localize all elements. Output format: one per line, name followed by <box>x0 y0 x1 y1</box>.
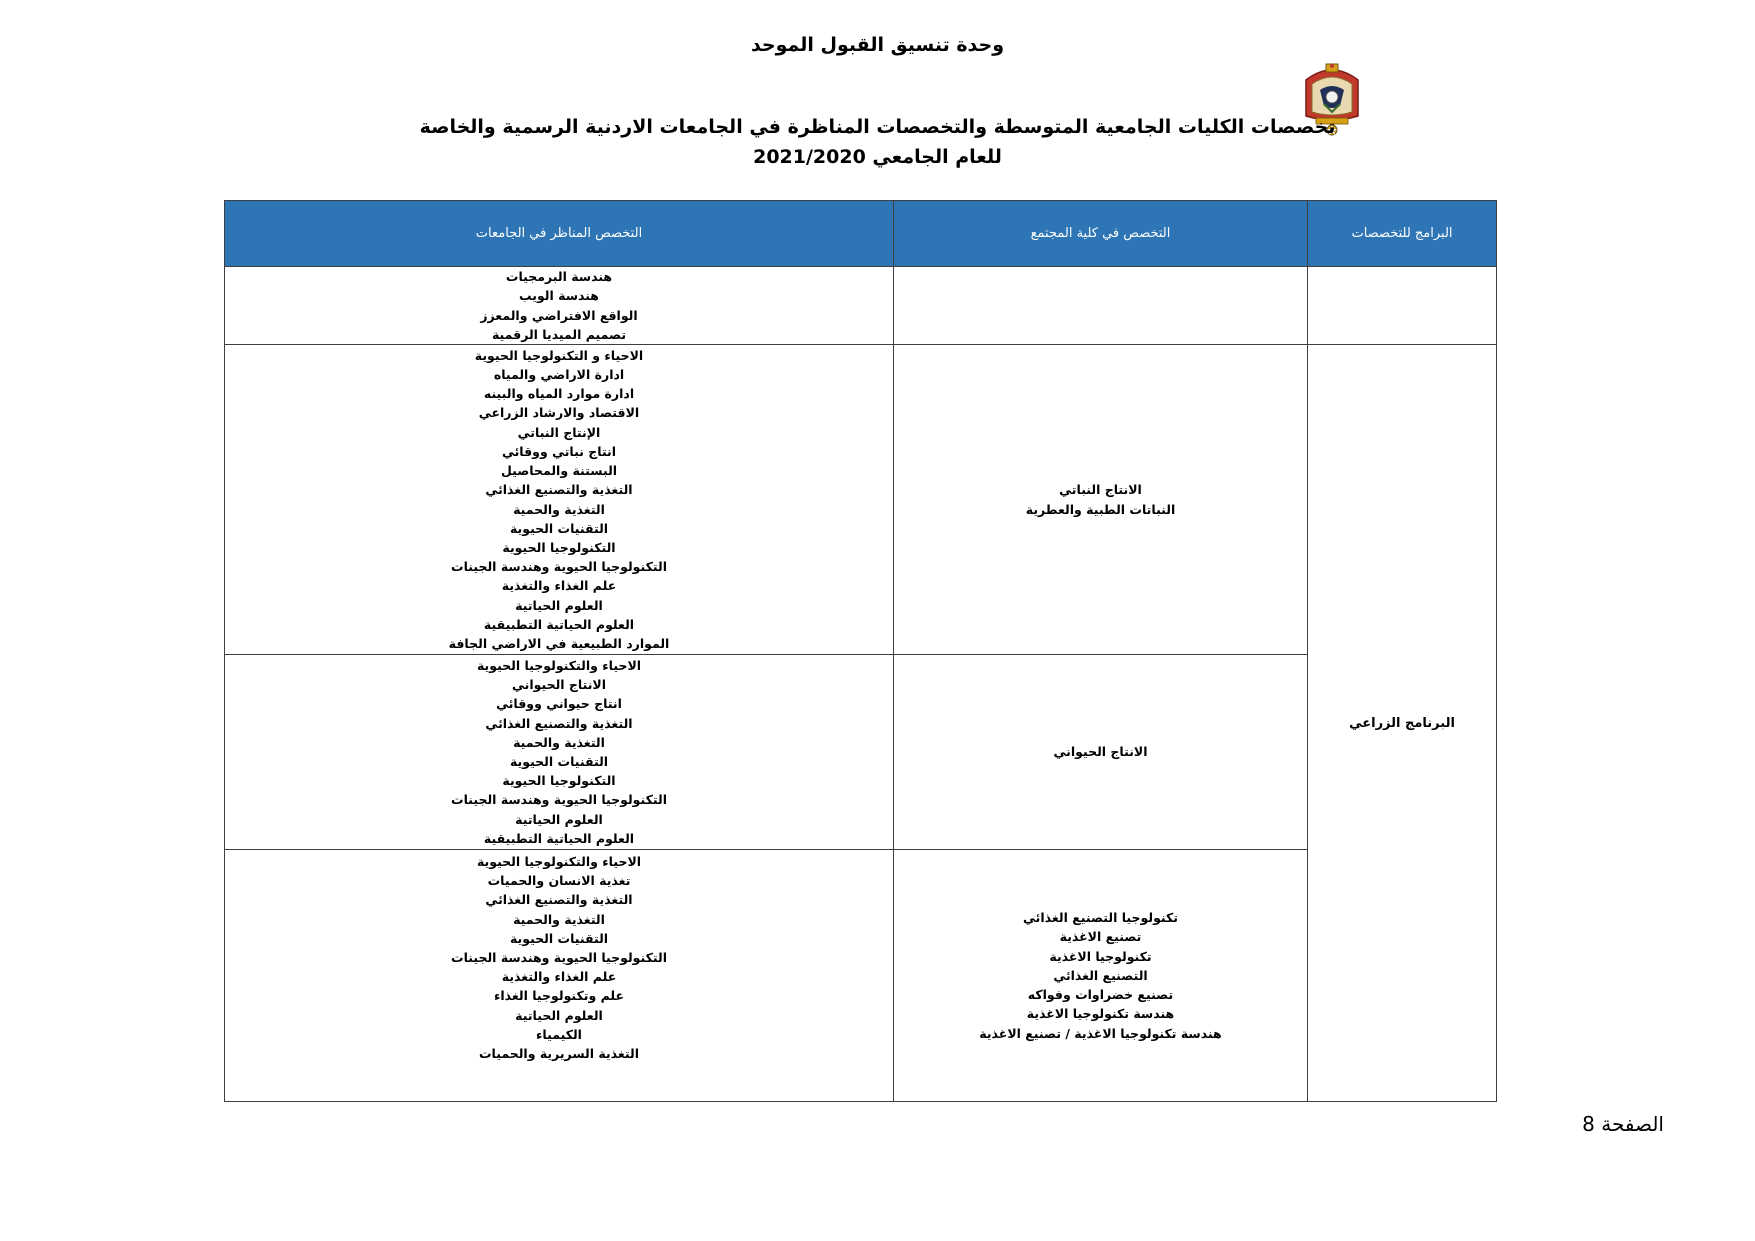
list-item: الواقع الافتراضي والمعزز <box>480 307 638 323</box>
list-item: علم وتكنولوجيا الغذاء <box>493 988 625 1004</box>
list-item: التغذية والتصنيع الغذائي <box>485 715 633 731</box>
list-item: النباتات الطبية والعطرية <box>1025 501 1176 517</box>
title-line-1: تخصصات الكليات الجامعية المتوسطة والتخصصات المناظرة في الجامعات الاردنية الرسمية والخاصة <box>419 116 1336 138</box>
list-item: هندسة تكنولوجيا الاغذية / تصنيع الاغذية <box>979 1025 1222 1041</box>
list-item: تصميم الميديا الرقمية <box>491 326 627 342</box>
list-item: انتاج نباتي ووقائي <box>501 443 617 459</box>
list-item: علم الغذاء والتغذية <box>501 578 617 594</box>
list-item: العلوم الحياتية التطبيقية <box>483 616 635 632</box>
list-item: الانتاج الحيواني <box>512 677 606 693</box>
list-item: تصنيع الاغذية <box>1059 929 1142 945</box>
community-cell <box>894 345 1308 655</box>
list-item: التغذية والحمية <box>513 501 605 517</box>
table-row <box>225 267 1497 345</box>
community-cell <box>894 267 1308 345</box>
org-title: وحدة تنسيق القبول الموحد <box>750 34 1005 56</box>
specializations-table <box>224 200 1497 1102</box>
list-item: الاحياء والتكنولوجيا الحيوية <box>476 854 642 869</box>
list-item: انتاج حيواني ووقائي <box>496 696 622 712</box>
list-item: ادارة موارد المياه والبينه <box>483 386 635 402</box>
list-item: التغذية والتصنيع الغذائي <box>485 482 633 498</box>
list-item: التكنولوجيا الحيوية وهندسة الجينات <box>451 950 667 966</box>
university-cell <box>225 850 894 1102</box>
list-item: الاحياء والتكنولوجيا الحيوية <box>476 657 642 673</box>
community-cell <box>894 655 1308 850</box>
list-item: العلوم الحياتية <box>515 597 603 613</box>
title-line-2: للعام الجامعي 2021/2020 <box>753 146 1002 168</box>
list-item: التقنيات الحيوية <box>509 930 609 946</box>
list-item: العلوم الحياتية <box>515 1007 603 1023</box>
list-item: الكيمياء <box>536 1026 582 1042</box>
table-row <box>225 850 1497 1102</box>
list-item: التكنولوجيا الحيوية وهندسة الجينات <box>451 559 667 575</box>
list-item: التغذية والتصنيع الغذائي <box>485 892 633 908</box>
university-cell <box>225 345 894 655</box>
list-item: الاحياء و التكنولوجيا الحيوية <box>474 347 644 363</box>
list-item: الانتاج الحيواني <box>1053 744 1148 760</box>
list-item: التقنيات الحيوية <box>509 520 609 536</box>
list-item: التكنولوجيا الحيوية <box>502 773 616 789</box>
list-item: تغذية الانسان والحميات <box>487 873 631 889</box>
list-item: الموارد الطبيعية في الاراضي الجافة <box>448 635 670 651</box>
university-cell <box>225 267 894 345</box>
university-cell <box>225 655 894 850</box>
list-item: التغذية السريرية والحميات <box>478 1046 640 1062</box>
list-item: التصنيع الغذائي <box>1053 967 1148 983</box>
list-item: البستنة والمحاصيل <box>500 463 618 479</box>
list-item: التغذية والحمية <box>513 734 605 750</box>
table-header-row <box>225 201 1497 267</box>
list-item: الإنتاج النباتي <box>517 424 601 440</box>
program-cell: البرنامج الزراعي <box>1308 345 1497 1102</box>
list-item: الاقتصاد والارشاد الزراعي <box>478 405 640 421</box>
list-item: هندسة تكنولوجيا الاغذية <box>1026 1006 1175 1022</box>
list-item: تكنولوجيا الاغذية <box>1049 948 1152 964</box>
table-row <box>225 345 1497 655</box>
document-title <box>0 112 1755 172</box>
list-item: العلوم الحياتية <box>515 811 603 827</box>
table-row <box>225 655 1497 850</box>
header-programs: البرامج للتخصصات <box>1308 201 1497 267</box>
list-item: التكنولوجيا الحيوية وهندسة الجينات <box>451 792 667 808</box>
list-item: التغذية والحمية <box>513 911 605 927</box>
list-item: هندسة البرمجيات <box>505 269 613 285</box>
program-cell <box>1308 267 1497 345</box>
header-university-specialization: التخصص المناظر في الجامعات <box>225 201 894 267</box>
list-item: علم الغذاء والتغذية <box>501 969 617 985</box>
list-item: الانتاج النباتي <box>1059 482 1142 498</box>
list-item: العلوم الحياتية التطبيقية <box>483 830 635 846</box>
header-community-specialization: التخصص في كلية المجتمع <box>894 201 1308 267</box>
page-number: الصفحة 8 <box>1582 1112 1664 1136</box>
list-item: تكنولوجيا التصنيع الغذائي <box>1023 910 1178 926</box>
list-item: تصنيع خضراوات وفواكه <box>1027 987 1174 1003</box>
list-item: التقنيات الحيوية <box>509 754 609 769</box>
list-item: التكنولوجيا الحيوية <box>502 539 616 555</box>
list-item: هندسة الويب <box>519 288 599 304</box>
community-cell <box>894 850 1308 1102</box>
list-item: ادارة الاراضي والمياه <box>493 367 625 383</box>
